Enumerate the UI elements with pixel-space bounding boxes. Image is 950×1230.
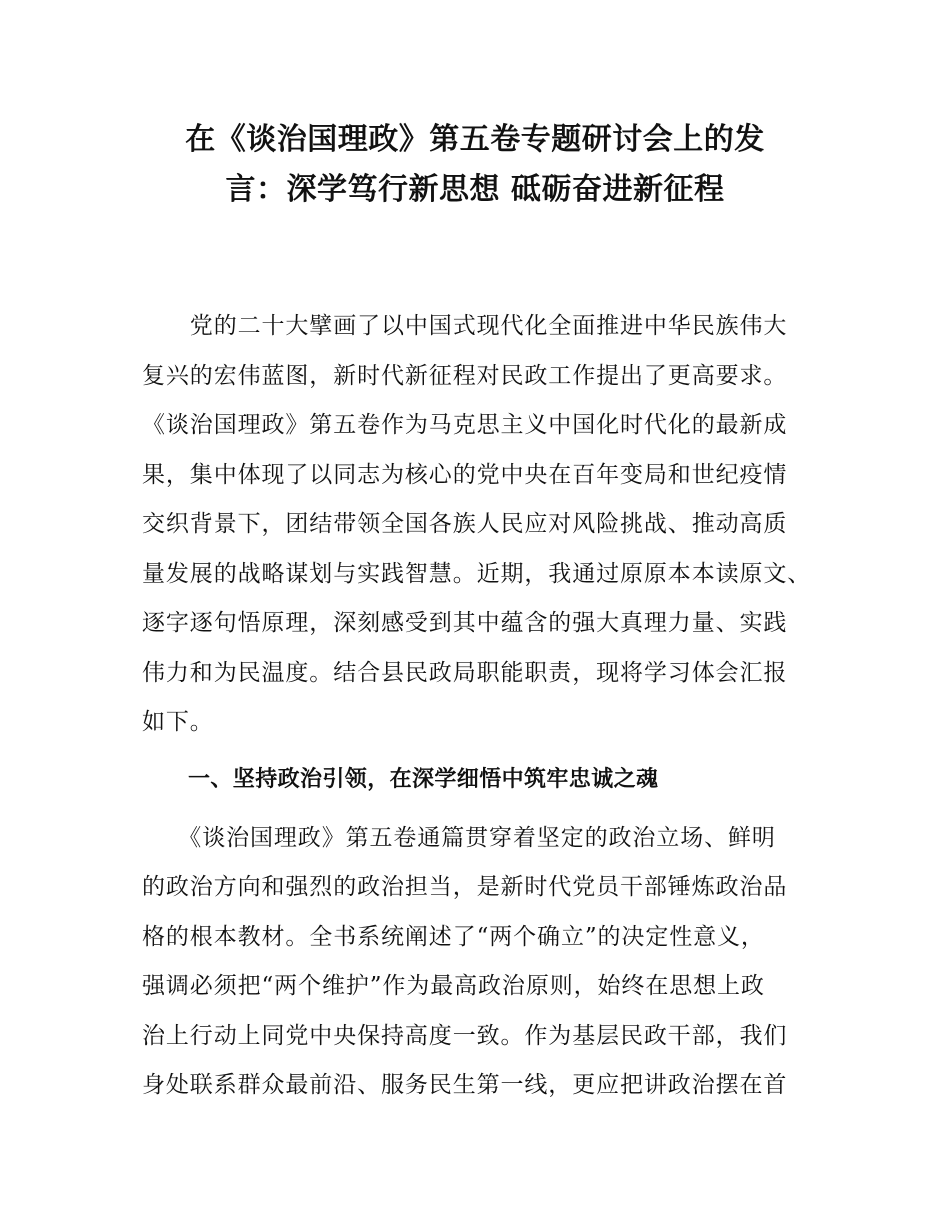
paragraph-line: 量发展的战略谋划与实践智慧。近期，我通过原原本本读原文、 (142, 560, 812, 587)
paragraph-line: 《谈治国理政》第五卷通篇贯穿着坚定的政治立场、鲜明 (142, 824, 776, 851)
paragraph-line: 复兴的宏伟蓝图，新时代新征程对民政工作提出了更高要求。 (142, 362, 788, 389)
paragraph-line: 的政治方向和强烈的政治担当，是新时代党员干部锤炼政治品 (142, 874, 788, 900)
paragraph-line: 逐字逐句悟原理，深刻感受到其中蕴含的强大真理力量、实践 (142, 610, 788, 636)
paragraph-line: 党的二十大擘画了以中国式现代化全面推进中华民族伟大 (142, 313, 788, 339)
intro-paragraph (142, 302, 822, 748)
paragraph-line: 格的根本教材。全书系统阐述了“两个确立”的决定性意义， (142, 923, 765, 950)
paragraph-line: 伟力和为民温度。结合县民政局职能职责，现将学习体会汇报 (142, 659, 788, 686)
document-body (142, 302, 822, 1111)
section-1-paragraph (142, 814, 822, 1111)
paragraph-line: 交织背景下，团结带领全国各族人民应对风险挑战、推动高质 (142, 511, 788, 537)
paragraph-line: 如下。 (142, 709, 214, 735)
title-line: 在《谈治国理政》第五卷专题研讨会上的发 (185, 122, 765, 157)
section-heading-1: 一、坚持政治引领，在深学细悟中筑牢忠诚之魂 (188, 766, 659, 792)
paragraph-line: 《谈治国理政》第五卷作为马克思主义中国化时代化的最新成 (142, 412, 788, 438)
paragraph-line: 治上行动上同党中央保持高度一致。作为基层民政干部，我们 (142, 1022, 788, 1049)
paragraph-line: 果，集中体现了以同志为核心的党中央在百年变局和世纪疫情 (142, 461, 788, 488)
paragraph-line: 强调必须把“两个维护”作为最高政治原则，始终在思想上政 (142, 973, 765, 999)
paragraph-line: 身处联系群众最前沿、服务民生第一线，更应把讲政治摆在首 (142, 1072, 788, 1098)
document-title (120, 115, 830, 215)
title-line: 言：深学笃行新思想 砥砺奋进新征程 (225, 172, 725, 207)
